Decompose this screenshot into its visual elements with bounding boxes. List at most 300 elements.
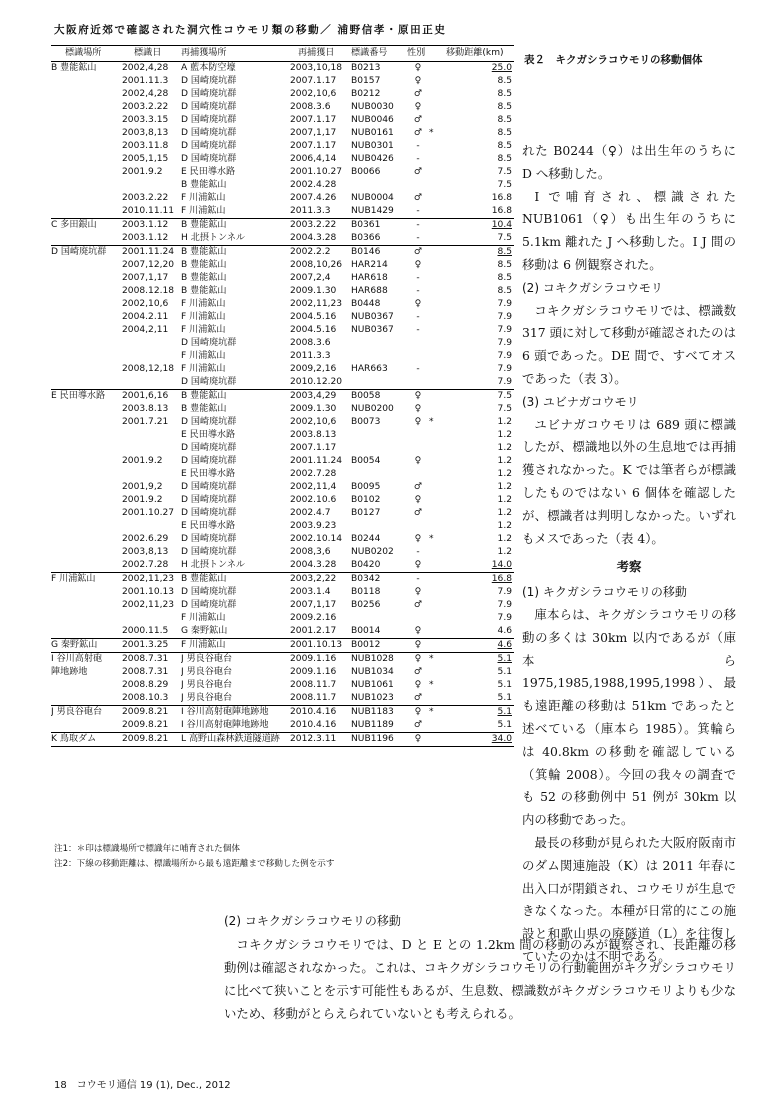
cell-mark <box>429 166 446 179</box>
cell-distance: 16.8 <box>491 193 512 203</box>
running-head: 大阪府近郊で確認された洞穴性コウモリ類の移動／ 浦野信孝・原田正史 <box>54 24 447 36</box>
cell-distance: 1.2 <box>497 495 512 505</box>
cell-distance: 8.5 <box>497 89 512 99</box>
cell-date: 2003.2.22 <box>122 102 169 112</box>
cell-date: 2001.10.13 <box>122 587 175 597</box>
cell-site <box>51 350 122 363</box>
table-row <box>51 494 514 507</box>
cell-distance: 7.9 <box>497 600 512 610</box>
cell-date: 2009.8.21 <box>122 733 181 747</box>
cell-site: B 豊能鉱山 <box>51 62 122 76</box>
table-row <box>51 350 514 363</box>
cell-mark <box>429 232 446 246</box>
table-row <box>51 653 514 667</box>
table-row <box>51 468 514 481</box>
cell-mark <box>429 586 446 599</box>
cell-distance: 1.2 <box>497 534 512 544</box>
cell-band-id: B0420 <box>351 560 381 570</box>
cell-recapture-site: F 川浦鉱山 <box>181 299 226 309</box>
cell-date: 2007,12,20 <box>122 260 175 270</box>
cell-recapture-date: 2003.1.4 <box>290 587 331 597</box>
table-row <box>51 416 514 429</box>
bottom-text <box>224 910 736 1025</box>
cell-distance: 8.5 <box>497 76 512 86</box>
cell-recapture-date: 2011.3.3 <box>290 206 331 216</box>
cell-date: 2001.11.3 <box>122 76 169 86</box>
cell-sex <box>407 429 429 442</box>
cell-mark <box>429 429 446 442</box>
cell-date: 2003.8.13 <box>122 404 169 414</box>
cell-date: 2001.10.27 <box>122 508 175 518</box>
cell-mark <box>429 114 446 127</box>
cell-site: 陣地跡地 <box>51 667 88 677</box>
cell-date: 2001.9.2 <box>122 495 163 505</box>
cell-site <box>51 179 122 192</box>
cell-distance: 1.2 <box>497 443 512 453</box>
cell-recapture-date: 2010.12.20 <box>290 377 343 387</box>
cell-date: 2007,1,17 <box>122 273 169 283</box>
cell-site <box>51 337 122 350</box>
cell-distance: 1.2 <box>497 430 512 440</box>
cell-recapture-date: 2007.1.17 <box>290 76 337 86</box>
cell-recapture-site: D 国崎廃坑群 <box>181 495 237 505</box>
table-row <box>51 153 514 166</box>
paragraph: 庫本らは、キクガシラコウモリの移動の多くは 30km 以内であるが（庫本ら 1975,1985,1988,1995,1998）、最も遠距離の移動は 51km であったと述べている（庫本ら 1985）。箕輪らは 40.8km の移動を確認している（箕輪 2008）。今回の我々の調査でも 52 の移動例中 51 例が 30km 以内の移動であった。 <box>522 606 736 828</box>
cell-mark <box>429 246 446 260</box>
cell-band-id: NUB0426 <box>351 154 394 164</box>
cell-date: 2010.11.11 <box>122 206 175 216</box>
cell-mark <box>429 62 446 76</box>
table-row <box>51 586 514 599</box>
cell-recapture-site: L 高野山森林鉄道隧道跡 <box>181 733 290 747</box>
cell-recapture-date: 2009.1.30 <box>290 404 337 414</box>
cell-mark <box>429 520 446 533</box>
cell-distance: 1.2 <box>497 417 512 427</box>
cell-band-id: NUB0046 <box>351 115 394 125</box>
cell-sex: ♀ <box>407 706 429 720</box>
cell-date: 2001.3.25 <box>122 639 181 653</box>
cell-mark <box>429 140 446 153</box>
cell-date: 2008.8.29 <box>122 680 169 690</box>
cell-mark <box>429 719 446 733</box>
cell-date: 2005,1,15 <box>122 154 169 164</box>
cell-recapture-site: G 秦野鉱山 <box>181 626 228 636</box>
cell-band-id: NUB0367 <box>351 312 394 322</box>
cell-distance: 7.9 <box>497 587 512 597</box>
cell-band-id: NUB0161 <box>351 128 394 138</box>
cell-distance: 8.5 <box>497 115 512 125</box>
cell-mark <box>429 298 446 311</box>
cell-recapture-date: 2001.10.13 <box>290 639 351 653</box>
cell-sex: ♂ <box>413 508 423 518</box>
cell-date <box>122 468 181 481</box>
cell-sex: ♀ <box>414 495 422 505</box>
cell-sex: - <box>416 364 420 374</box>
cell-band-id: NUB1429 <box>351 206 394 216</box>
cell-band-id <box>351 376 407 390</box>
cell-date: 2000.11.5 <box>122 626 169 636</box>
cell-mark <box>429 272 446 285</box>
table-row <box>51 337 514 350</box>
table-row <box>51 442 514 455</box>
table-row <box>51 546 514 559</box>
cell-mark <box>429 75 446 88</box>
cell-recapture-site: J 男良谷砲台 <box>181 693 233 703</box>
cell-recapture-date: 2004.5.16 <box>290 325 337 335</box>
cell-distance: 7.5 <box>497 180 512 190</box>
cell-date: 2003.2.22 <box>122 193 169 203</box>
cell-band-id: B0342 <box>351 573 407 587</box>
cell-band-id <box>351 179 407 192</box>
cell-distance: 7.9 <box>497 613 512 623</box>
cell-distance: 8.5 <box>446 246 514 260</box>
cell-recapture-date: 2002.2.2 <box>290 246 351 260</box>
cell-sex <box>407 350 429 363</box>
cell-distance: 5.1 <box>446 706 514 720</box>
movement-table <box>51 45 514 747</box>
cell-sex: ♀ <box>414 76 422 86</box>
cell-band-id <box>351 520 407 533</box>
table-row <box>51 533 514 546</box>
cell-date: 2001.9.2 <box>122 167 163 177</box>
cell-date <box>122 520 181 533</box>
cell-recapture-date: 2009.1.16 <box>290 653 351 667</box>
table-row <box>51 403 514 416</box>
cell-recapture-site: D 国崎廃坑群 <box>181 547 237 557</box>
cell-site <box>51 403 122 416</box>
cell-band-id: B0102 <box>351 495 381 505</box>
cell-date: 2002.7.28 <box>122 560 169 570</box>
cell-site <box>51 599 122 612</box>
section-heading: (2) コキクガシラコウモリ <box>522 280 663 295</box>
cell-sex <box>407 337 429 350</box>
cell-mark <box>429 546 446 559</box>
cell-recapture-date: 2003.8.13 <box>290 430 337 440</box>
cell-mark <box>429 625 446 639</box>
cell-recapture-site: E 民田導水路 <box>181 167 236 177</box>
cell-site <box>51 153 122 166</box>
table-row <box>51 455 514 468</box>
cell-mark <box>429 733 446 747</box>
cell-recapture-site: D 国崎廃坑群 <box>181 115 237 125</box>
cell-band-id: NUB1196 <box>351 733 407 747</box>
cell-sex: ♀ <box>407 639 429 653</box>
cell-site <box>51 507 122 520</box>
cell-mark <box>429 337 446 350</box>
cell-recapture-date: 2011.3.3 <box>290 351 331 361</box>
cell-site <box>51 494 122 507</box>
cell-date: 2002,4,28 <box>122 89 169 99</box>
cell-site <box>51 192 122 205</box>
cell-recapture-site: D 国崎廃坑群 <box>181 482 237 492</box>
cell-recapture-date: 2008,10,26 <box>290 260 343 270</box>
cell-recapture-date: 2001.10.27 <box>290 167 343 177</box>
cell-band-id: B0054 <box>351 456 381 466</box>
cell-sex <box>407 442 429 455</box>
cell-recapture-site: D 国崎廃坑群 <box>181 456 237 466</box>
cell-recapture-date: 2008.3.6 <box>290 338 331 348</box>
cell-date: 2003,8,13 <box>122 547 169 557</box>
cell-recapture-site: D 国崎廃坑群 <box>181 141 237 151</box>
cell-recapture-date: 2007.4.26 <box>290 193 337 203</box>
cell-site <box>51 442 122 455</box>
cell-sex <box>407 520 429 533</box>
cell-sex: - <box>416 206 420 216</box>
cell-recapture-date: 2004.5.16 <box>290 312 337 322</box>
cell-recapture-site: F 川浦鉱山 <box>181 639 290 653</box>
paragraph: コキクガシラコウモリでは、標識数 317 頭に対して移動が確認されたのは 6 頭であった。DE 間で、すべてオスであった（表 3）。 <box>522 302 736 386</box>
cell-recapture-date: 2009.1.30 <box>290 286 337 296</box>
table-row <box>51 559 514 573</box>
cell-site: J 男良谷砲台 <box>51 706 122 720</box>
cell-recapture-site: B 豊能鉱山 <box>181 180 227 190</box>
cell-recapture-date: 2003.9.23 <box>290 521 337 531</box>
cell-sex: ♂ <box>413 667 423 677</box>
cell-distance: 7.5 <box>497 404 512 414</box>
cell-band-id: B0014 <box>351 626 381 636</box>
cell-band-id: NUB1189 <box>351 720 394 730</box>
cell-recapture-date: 2007,1,17 <box>290 600 337 610</box>
cell-band-id: NUB0367 <box>351 325 394 335</box>
cell-mark <box>429 205 446 219</box>
cell-sex: ♀ <box>414 456 422 466</box>
note: 注2：下線の移動距離は、標識場所から最も遠距離まで移動した例を示す <box>54 859 335 869</box>
cell-mark: * <box>429 128 434 138</box>
cell-mark <box>429 507 446 520</box>
cell-mark <box>429 179 446 192</box>
cell-recapture-date: 2010.4.16 <box>290 720 337 730</box>
cell-date: 2003.1.12 <box>122 233 169 243</box>
cell-date: 2008.7.31 <box>122 653 181 667</box>
cell-mark: * <box>429 680 434 690</box>
cell-sex: ♀ <box>407 733 429 747</box>
cell-recapture-date: 2009.1.16 <box>290 667 337 677</box>
cell-distance: 7.5 <box>497 233 512 243</box>
cell-band-id: HAR688 <box>351 286 388 296</box>
cell-band-id: B0058 <box>351 390 407 404</box>
cell-recapture-site: F 川浦鉱山 <box>181 351 226 361</box>
cell-band-id: HAR663 <box>351 364 388 374</box>
cell-sex <box>407 179 429 192</box>
cell-mark <box>429 311 446 324</box>
cell-mark <box>429 153 446 166</box>
cell-date: 2002,10,6 <box>122 299 169 309</box>
cell-site <box>51 285 122 298</box>
cell-band-id: NUB1061 <box>351 680 394 690</box>
cell-recapture-site: D 国崎廃坑群 <box>181 102 237 112</box>
table-row <box>51 298 514 311</box>
cell-mark <box>429 324 446 337</box>
cell-mark <box>429 219 446 233</box>
table-row <box>51 639 514 653</box>
cell-recapture-site: B 豊能鉱山 <box>181 260 227 270</box>
cell-band-id: NUB0301 <box>351 141 394 151</box>
table-row <box>51 666 514 679</box>
cell-date: 2004,2,11 <box>122 325 169 335</box>
cell-sex: - <box>416 286 420 296</box>
cell-band-id <box>351 612 407 625</box>
cell-distance: 8.5 <box>497 102 512 112</box>
table-row <box>51 232 514 246</box>
cell-band-id: NUB1023 <box>351 693 394 703</box>
cell-date: 2008.10.3 <box>122 693 169 703</box>
cell-distance: 1.2 <box>497 469 512 479</box>
cell-recapture-site: H 北摂トンネル <box>181 233 246 243</box>
cell-mark <box>429 259 446 272</box>
cell-site <box>51 455 122 468</box>
cell-recapture-site: F 川浦鉱山 <box>181 364 226 374</box>
cell-recapture-site: B 豊能鉱山 <box>181 219 290 233</box>
cell-distance: 5.1 <box>497 693 512 703</box>
cell-mark: * <box>429 706 446 720</box>
table-row <box>51 679 514 692</box>
cell-band-id <box>351 429 407 442</box>
cell-recapture-date: 2007,2,4 <box>290 273 331 283</box>
cell-recapture-date: 2008.3.6 <box>290 102 331 112</box>
cell-sex: - <box>416 233 420 243</box>
cell-distance: 7.5 <box>446 390 514 404</box>
cell-sex: ♂ <box>407 246 429 260</box>
cell-recapture-date: 2002,11,23 <box>290 299 343 309</box>
cell-recapture-site: D 国崎廃坑群 <box>181 417 237 427</box>
table-row <box>51 507 514 520</box>
cell-sex: ♂ <box>413 482 423 492</box>
cell-recapture-date: 2008,3,6 <box>290 547 331 557</box>
paragraph: ユビナガコウモリは 689 頭に標識したが、標識地以外の生息地では再捕獲されなかった。K では筆者らが標識したものではない 6 個体を確認したが、標識者は判明しなかった。いずれもメスであった（表 4）。 <box>522 416 736 546</box>
table-row <box>51 166 514 179</box>
cell-recapture-date: 2004.3.28 <box>290 560 337 570</box>
cell-distance: 8.5 <box>497 141 512 151</box>
cell-date: 2002,11,23 <box>122 600 175 610</box>
cell-date: 2008.12.18 <box>122 286 175 296</box>
cell-distance: 7.9 <box>497 377 512 387</box>
cell-sex: - <box>416 312 420 322</box>
table-row <box>51 88 514 101</box>
cell-site <box>51 416 122 429</box>
table-header <box>51 46 514 62</box>
cell-recapture-date: 2003.2.22 <box>290 219 351 233</box>
cell-recapture-site: D 国崎廃坑群 <box>181 76 237 86</box>
cell-recapture-site: F 川浦鉱山 <box>181 193 226 203</box>
cell-recapture-date: 2008.11.7 <box>290 693 337 703</box>
table-row <box>51 205 514 219</box>
cell-site <box>51 88 122 101</box>
table-row <box>51 706 514 720</box>
cell-date <box>122 337 181 350</box>
cell-recapture-site: B 豊能鉱山 <box>181 286 227 296</box>
cell-date: 2001.11.24 <box>122 246 181 260</box>
cell-distance: 5.1 <box>497 680 512 690</box>
cell-recapture-site: B 豊能鉱山 <box>181 573 290 587</box>
col-header: 標識場所 <box>51 46 122 62</box>
col-header: 性別 <box>407 46 429 62</box>
cell-band-id: NUB1183 <box>351 706 407 720</box>
table-row <box>51 140 514 153</box>
cell-date: 2008,12,18 <box>122 364 175 374</box>
cell-site: G 秦野鉱山 <box>51 639 122 653</box>
cell-recapture-date: 2001.11.24 <box>290 456 343 466</box>
cell-recapture-date: 2002,10,6 <box>290 417 337 427</box>
table-row <box>51 62 514 76</box>
cell-date: 2001,9,2 <box>122 482 163 492</box>
cell-band-id: HAR214 <box>351 260 388 270</box>
cell-date: 2001.7.21 <box>122 417 169 427</box>
cell-sex: ♂ <box>413 193 423 203</box>
cell-distance: 5.1 <box>497 720 512 730</box>
cell-distance: 5.1 <box>497 667 512 677</box>
cell-mark <box>429 612 446 625</box>
cell-sex: ♂ <box>413 115 423 125</box>
cell-band-id: B0366 <box>351 233 381 243</box>
cell-sex: ♀ <box>407 390 429 404</box>
cell-recapture-date: 2007.1.17 <box>290 115 337 125</box>
table-row <box>51 101 514 114</box>
cell-band-id: B0244 <box>351 534 381 544</box>
cell-recapture-site: E 民田導水路 <box>181 430 236 440</box>
cell-distance: 34.0 <box>446 733 514 747</box>
table-row <box>51 219 514 233</box>
cell-date: 2003.3.15 <box>122 115 169 125</box>
cell-date: 2003,8,13 <box>122 128 169 138</box>
cell-band-id: NUB1034 <box>351 667 394 677</box>
cell-mark <box>429 481 446 494</box>
cell-recapture-date: 2002.7.28 <box>290 469 337 479</box>
cell-date <box>122 429 181 442</box>
cell-distance: 8.5 <box>497 286 512 296</box>
cell-distance: 7.9 <box>497 299 512 309</box>
cell-date: 2001,6,16 <box>122 390 181 404</box>
cell-band-id: HAR618 <box>351 273 388 283</box>
cell-mark <box>429 599 446 612</box>
cell-distance: 10.4 <box>446 219 514 233</box>
cell-band-id <box>351 350 407 363</box>
cell-recapture-site: D 国崎廃坑群 <box>181 377 237 387</box>
cell-distance: 8.5 <box>497 154 512 164</box>
cell-sex <box>407 612 429 625</box>
cell-site <box>51 586 122 599</box>
table-row <box>51 75 514 88</box>
cell-distance: 7.9 <box>497 312 512 322</box>
cell-recapture-site: J 男良谷砲台 <box>181 667 233 677</box>
cell-site <box>51 719 122 733</box>
cell-sex: ♀ <box>414 560 422 570</box>
cell-mark <box>429 559 446 573</box>
cell-recapture-date: 2010.4.16 <box>290 706 351 720</box>
table-row <box>51 481 514 494</box>
cell-date: 2003.1.12 <box>122 219 181 233</box>
cell-recapture-site: B 豊能鉱山 <box>181 390 290 404</box>
table-row <box>51 324 514 337</box>
cell-band-id: NUB0202 <box>351 547 394 557</box>
cell-date: 2002,4,28 <box>122 62 181 76</box>
cell-recapture-date: 2001.2.17 <box>290 626 337 636</box>
col-header: 標識番号 <box>351 46 407 62</box>
cell-recapture-site: J 男良谷砲台 <box>181 680 233 690</box>
cell-mark <box>429 666 446 679</box>
cell-distance: 1.2 <box>497 547 512 557</box>
cell-site <box>51 101 122 114</box>
page-footer: 18 コウモリ通信 19 (1), Dec., 2012 <box>54 1080 231 1091</box>
table-row <box>51 127 514 140</box>
cell-site <box>51 127 122 140</box>
cell-distance: 1.2 <box>497 456 512 466</box>
cell-site: K 鳥取ダム <box>51 733 122 747</box>
cell-band-id <box>351 468 407 481</box>
cell-mark <box>429 88 446 101</box>
cell-band-id: B0073 <box>351 417 381 427</box>
cell-sex: - <box>407 573 429 587</box>
cell-site <box>51 324 122 337</box>
